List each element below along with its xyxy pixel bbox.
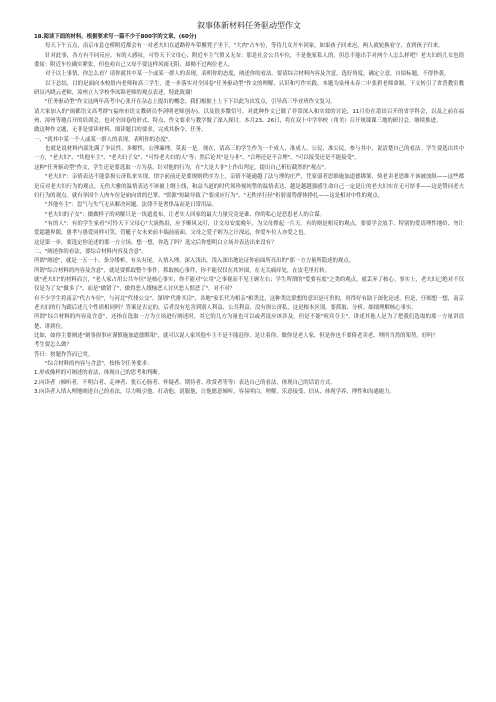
paragraph: 每天下午五点，南京市息仓桥附近都会有一对老夫妇在道路停车带搬凳子坐下，"大肉"占车位，等待儿女开车回家，如果孩子回来迟，两人就轮换看守，直到孩子归来。 — [45, 43, 444, 50]
paragraph: 所谓"阐述"，就是一五一十、条分缕析，有头有尾，入情入理，深入浅出，浅入深出地论证你前面所亮出的"那一方力量所隐述的观点。 — [34, 258, 355, 265]
paragraph: "老夫妇"：亲情表达不能靠损公济私来实现，情字前前还是要规则秩序为上，亲情不能逾越了法与理的庄严，凭家弱者思维施加道德绑架、倚老卖老思维不该被放纵——这些都是反对老夫妇行为的观点。无伤大雅的温情表达不该被上纲上线，和益当道的时代须珍视纯挚的温情表达，越是越越强感生命自己一定是让的老夫妇实在无可厚非——这是赞同老夫妇行为的观点。就有举国个人肉车位是崩向省的巴掌、"资源"短缺导致了"要成应行为"、"无秩序行径"折射弱势群体挣扎——这是相对中性的观点。 — [34, 174, 464, 199]
paragraph: 1.形成像样的可阐述的看法，体现自己的思考和判断。 — [34, 370, 164, 377]
paragraph: 二、"阐述你的看法，要综合材料内容及含意"。 — [34, 248, 147, 255]
paragraph: 所谓"综合材料的内容及含意"，还指在选取一方为立场进行阐述时，其它的几方为量也可以或者说应该涉及，但是不能"喧宾夺主"，讲述其他人是为了把我们选取的那一方量讲清楚、讲到位。 — [34, 314, 464, 330]
paragraph: "其他车主"：忽气与失气无从解决问题、法律不是奢侈品而是日常用品。 — [45, 202, 218, 209]
paragraph: 比如，如你主要阐述"刻事损事应谨慎施加道德绑架"，就可以说人家其他车主不是不能赶你，是让着你，做你是老人家，但是你也不要倚老卖老、理所当然的架势，好吗？ — [34, 333, 438, 339]
paragraph: 18.阅读下面的材料，根据要求写一篇不少于800字的文章。(60分) — [34, 34, 197, 40]
paragraph: "有的人"：有的学生家看"可怜天下父母心"大滚热泪，应予顺风又叮，让文母安度晚年，为父母撑起一片天。有的则是相反的观点，要要学会放手、特别的爱请理性地给、勿让爱超越界限，愚孝与愚爱同样可笑、管艇子女未来前丰瑞前前面。父母之爱子则为之计深远，你爱车位人亦爱之也。 — [34, 220, 464, 237]
paragraph: "综合材料的内容与含意"，按指令任务要求： — [45, 361, 153, 368]
paragraph: 请大家加入的"闽都语文高考群"(福州市语文教研员李剑明老师创办)，以及很多微信号，对此种作文已做了非常深入和实效的讨论，11月份在莆田召开的省学科会，以及之前在福州、漳州等地召开的培训会，也对全国卷的形式、特点、作文要求与教学做了深入探讨。本月23、26日，将在双十中学举校（角美）召开规课课三地的研讨会，继续推进。 — [34, 108, 464, 125]
document-page — [34, 20, 464, 397]
paragraph: 针对此事，各方有不同反应。有的人感叹，可怜天下父母心；附近车主气愤又无奈：那是社会公共车位，不是他家私人的，但总不能出手对两个人怎么样吧？老夫妇的儿女也很委屈：附近车位确实紧张，但也劝自己父母不要这样风雨无阻，却拗不过两位老人。 — [34, 52, 464, 69]
paragraph: 做这种作文题，无非是要读材料、细读题目的要求，完成其指令、任务。 — [34, 127, 207, 134]
paragraph: 有不少学生将南京"代占车位"，与河北"代排公交"、深圳"代排买房"、各地"家长代为相亲"相类比，这种类比联想的意识是可贵的，用得好有助于深化论述，但是，仔细想一想，南京老夫妇的行为跟后述几个性质相同吗？答案是否定的，后者没有危害到别人利益、公共利益，没有损公济私，这是根本区别。要抓取、分析、细细理解核心事实。 — [34, 295, 464, 311]
paragraph: 考生要怎么做？ — [34, 342, 72, 349]
document-body — [34, 33, 464, 397]
paragraph: 也就是说材料内部先满了争议性，多解性，公理廉理，莫衷一是。现在，请高三的学生作为一个成人、准成人、公民、准公民，参与其中，说清楚自己的看法。学生要选出其中一方，"老夫妇"、"其他车主"、"老夫妇子女"、"可怜老夫妇的人"等；然后论其"是与非"、"合理还是不合理"、"可以接受还是不能接受"。 — [34, 146, 464, 162]
paragraph: 这种"任务驱动型"作文，学生还是要选取一方为基，针对他的行为，在"大是大非"上作出判定，提出自己析衍截然的"观点"。 — [34, 164, 330, 171]
paragraph: 3.向读者入情入理地阐述自己的看法，尽力吸引他、打动他、说服他，让他愿意倾听，容易明白，理解，乐意接受、信从，体现学养、理性和沟通能力。 — [34, 389, 395, 396]
paragraph: 以下总结，目的是面向本校组内老师和高三学生，进一步落实对全国卷"任务驱动型"作文的理解、认识和写作实践。本题为泉州永春二中张碧老师命制。下文转引了省普教室教研员冯晓云老师、漳州立人学校李凤锦老师的观点表述，特此致谢！ — [34, 80, 464, 97]
paragraph: 对于以上事情，你怎么看？请你就其中某一个或某一群人的表现，表明你的态度，阐述你的看法。要请综合材料内容及含意，选好角度，确定立意，自拟标题，不得抄袭。 — [45, 71, 450, 78]
paragraph: 所谓"综合材料的内容及含意"，就是要抓取整个事件，抓取核心事件，你不能仅仅在其外围，在无关痛痒处，在皮毛里打转。 — [34, 267, 331, 274]
paragraph: "老夫妇的子女"：做做样子的劝解只是一块遮羞布，让老实人回家的最大力量究竟是谁、你的私心是恶患老人的合谋。 — [45, 211, 325, 218]
paragraph: 一、"就其中某一个人或某一群人的表现，表明你的态度"。 — [34, 136, 174, 143]
paragraph: 2.向读者（倾听者，不明白者、走神者、犹石心肠者、怀疑者、期待者、欣赏者等等）表达自己的看法，体现自己的话语方式。 — [34, 379, 336, 386]
paragraph: 就"老夫妇"的材料而言，"老人家占用公共车位"是核心事实，你不能对"公用"之事视而不见王顾左右；学生所谓的"爱要有度"之类的观点，就丢弃了核心。事实上，老夫妇已绝对不仅仅是为了女"做多了"，而是"做错了"、做得恶人缀恼恶人讨厌恶人恨恶了"。对不对？ — [34, 276, 464, 293]
document-title: 叙事体新材料任务驱动型作文 — [197, 21, 301, 30]
paragraph: 这是第一步，要选定你论述的那一方立场。想一想，你选了吗？选完后你想明白立场并表达出来没有？ — [34, 239, 277, 246]
paragraph: "任务驱动型"作文这两年高考中心张开在杂志上提出的概念。我们根据上上下下以此为出发点，引导高三毕业班作文复习。 — [45, 99, 336, 106]
paragraph: 答曰：按题作答而已矣。 — [34, 351, 94, 358]
